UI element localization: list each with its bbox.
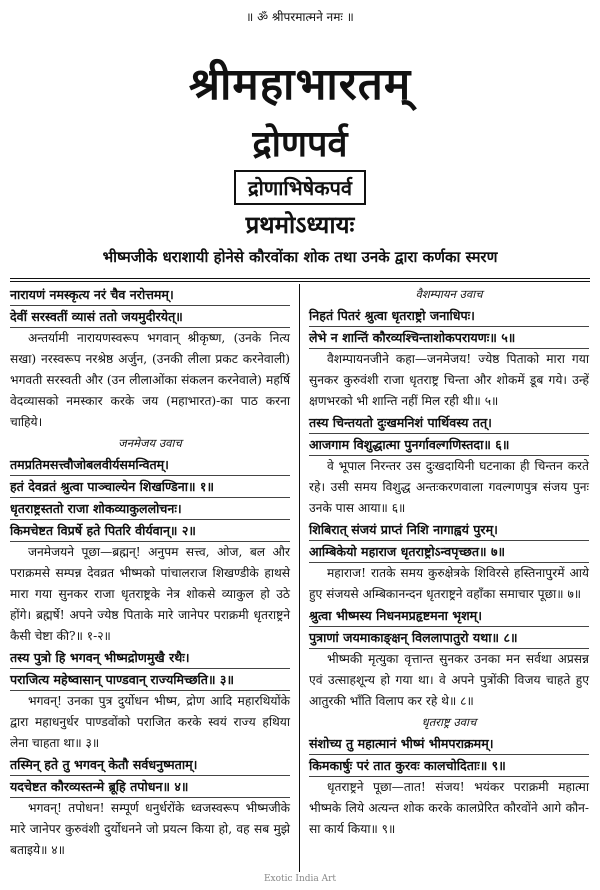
verse-line: हतं देवव्रतं श्रुत्वा पाञ्चाल्येन शिखण्डिना॥ १॥ [10, 476, 290, 498]
verse-line: पराजित्य महेष्वासान् पाण्डवान् राज्यमिच्छति॥ ३॥ [10, 669, 290, 691]
translation: अन्तर्यामी नारायणस्वरूप भगवान् श्रीकृष्ण, (उनके नित्य सखा) नरस्वरूप नरश्रेष्ठ अर्जुन, (उनकी लीला प्रकट करनेवाली) भगवती सरस्वती और (उन लीलाओंका संकलन करनेवाले) महर्षि वेदव्यासको नमस्कार करके जय (महाभारत)-का पाठ करना चाहिये। [10, 331, 290, 429]
top-rule [10, 278, 590, 279]
translation: जनमेजयने पूछा—ब्रह्मन्! अनुपम सत्त्व, ओज, बल और पराक्रमसे सम्पन्न देवव्रत भीष्मको पांचालराज शिखण्डीके हाथसे मारा गया सुनकर राजा धृतराष्ट्रके नेत्र शोकसे व्याकुल हो उठे होंगे। ब्रह्मर्षे! अपने ज्येष्ठ पिताके मारे जानेपर पराक्रमी धृतराष्ट्रने कैसी चेष्टा की?॥ १-२॥ [10, 545, 290, 643]
invocation: ॥ ॐ श्रीपरमात्मने नमः ॥ [246, 10, 354, 24]
verse-line: आजगाम विशुद्धात्मा पुनर्गावल्गणिस्तदा॥ ६॥ [309, 434, 589, 456]
translation: महाराज! रातके समय कुरुक्षेत्रके शिविरसे हस्तिनापुरमें आये हुए संजयसे अम्बिकानन्दन धृतराष्ट्रने वहाँका समाचार पूछा॥ ७॥ [309, 566, 589, 601]
verse-line: तस्य पुत्रो हि भगवन् भीष्मद्रोणमुखै रथैः। [10, 647, 290, 669]
verse-line: नारायणं नमस्कृत्य नरं चैव नरोत्तमम्। [10, 284, 290, 306]
translation: भगवन्! तपोधन! सम्पूर्ण धनुर्धरोंके ध्वजस्वरूप भीष्मजीके मारे जानेपर कुरुवंशी दुर्योधनने जो प्रयत्न किया हो, वह सब मुझे बताइये॥ ४॥ [10, 801, 290, 857]
verse-line: शिबिरात् संजयं प्राप्तं निशि नागाह्वयं पुरम्। [309, 519, 589, 541]
verse-line: लेभे न शान्तिं कौरव्यश्चिन्ताशोकपरायणः॥ ५॥ [309, 327, 589, 349]
verse-line: आम्बिकेयो महाराज धृतराष्ट्रोऽन्वपृच्छत॥ ७॥ [309, 541, 589, 563]
verse-line: निहतं पितरं श्रुत्वा धृतराष्ट्रो जनाधिपः। [309, 305, 589, 327]
verse-line: संशोच्य तु महात्मानं भीष्मं भीमपराक्रमम्। [309, 733, 589, 755]
speaker-heading: धृतराष्ट्र उवाच [421, 715, 477, 729]
chapter-summary: भीष्मजीके धराशायी होनेसे कौरवोंका शोक तथा उनके द्वारा कर्णका स्मरण [102, 248, 498, 266]
subparva-wrap [0, 170, 600, 205]
verse-line: किमचेष्टत विप्रर्षे हते पितरि वीर्यवान्॥ २॥ [10, 520, 290, 542]
left-column [10, 284, 290, 861]
parva-title: द्रोणपर्व [252, 123, 348, 165]
verse-line: यदचेष्टत कौरव्यस्तन्मे ब्रूहि तपोधन॥ ४॥ [10, 776, 290, 798]
chapter-heading: प्रथमोऽध्यायः [245, 210, 355, 239]
page-title: श्रीमहाभारतम् [188, 59, 412, 110]
verse-line: तस्मिन् हते तु भगवन् केतौ सर्वधनुष्मताम्। [10, 754, 290, 776]
watermark: Exotic India Art [263, 874, 337, 884]
verse-line: पुत्राणां जयमाकाङ्क्षन् विललापातुरो यथा॥ ८॥ [309, 627, 589, 649]
column-divider [299, 284, 300, 872]
verse-line: किमकार्षुः परं तात कुरवः कालचोदिताः॥ ९॥ [309, 755, 589, 777]
translation: धृतराष्ट्रने पूछा—तात! संजय! भयंकर पराक्रमी महात्मा भीष्मके लिये अत्यन्त शोक करके कालप्रेरित कौरवोंने आगे कौन-सा कार्य किया॥ ९॥ [309, 780, 589, 836]
verse-line: तमप्रतिमसत्त्वौजोबलवीर्यसमन्वितम्। [10, 454, 290, 476]
subparva-title: द्रोणाभिषेकपर्व [234, 170, 366, 205]
verse-line: श्रुत्वा भीष्मस्य निधनमप्रहृष्टमना भृशम्। [309, 605, 589, 627]
verse-line: तस्य चिन्तयतो दुःखमनिशं पार्थिवस्य तत्। [309, 412, 589, 434]
speaker-heading: जनमेजय उवाच [118, 436, 182, 450]
speaker-heading: वैशम्पायन उवाच [415, 287, 483, 301]
verse-line: धृतराष्ट्रस्ततो राजा शोकव्याकुललोचनः। [10, 498, 290, 520]
verse-line: देवीं सरस्वतीं व्यासं ततो जयमुदीरयेत्॥ [10, 306, 290, 328]
top-rule-double [10, 281, 590, 282]
translation: भीष्मकी मृत्युका वृत्तान्त सुनकर उनका मन सर्वथा अप्रसन्न एवं उत्साहशून्य हो गया था। वे अपने पुत्रोंकी विजय चाहते हुए आतुरकी भाँति विलाप कर रहे थे॥ ८॥ [309, 652, 589, 708]
translation: वे भूपाल निरन्तर उस दुःखदायिनी घटनाका ही चिन्तन करते रहे। उसी समय विशुद्ध अन्तःकरणवाला गवल्गणपुत्र संजय पुनः उनके पास आया॥ ६॥ [309, 459, 589, 515]
translation: वैशम्पायनजीने कहा—जनमेजय! ज्येष्ठ पिताको मारा गया सुनकर कुरुवंशी राजा धृतराष्ट्र चिन्ता और शोकमें डूब गये। उन्हें क्षणभरको भी शान्ति नहीं मिल रही थी॥ ५॥ [309, 352, 589, 408]
translation: भगवन्! उनका पुत्र दुर्योधन भीष्म, द्रोण आदि महारथियोंके द्वारा महाधनुर्धर पाण्डवोंको पराजित करके स्वयं राज्य हथिया लेना चाहता था॥ ३॥ [10, 694, 290, 750]
right-column [309, 284, 589, 840]
